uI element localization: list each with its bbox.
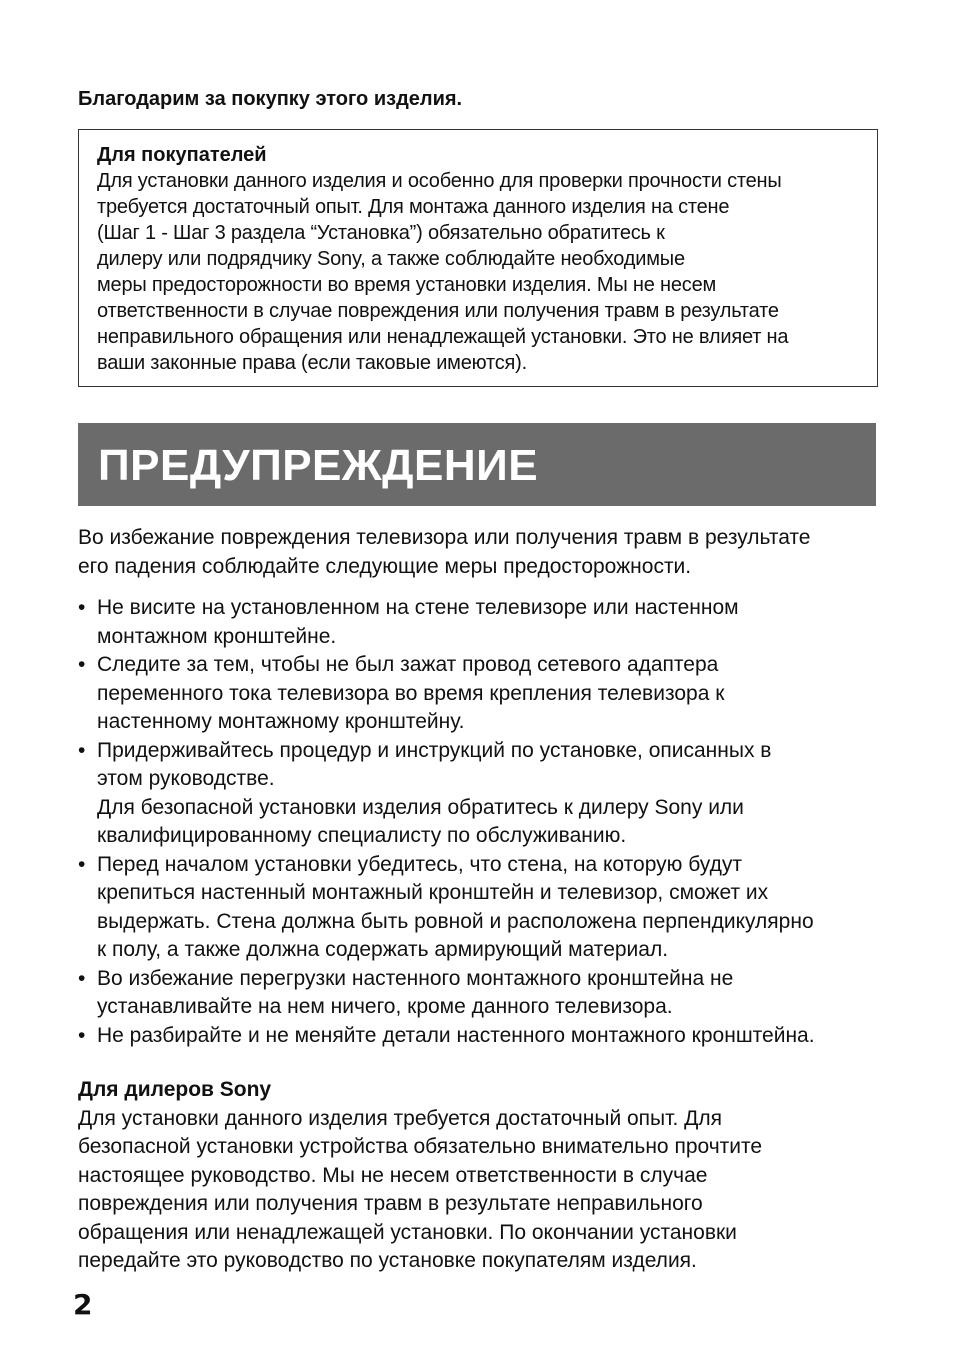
page-number: 2 xyxy=(73,1288,93,1321)
dealers-line: повреждения или получения травм в результате неправильного xyxy=(78,1192,703,1215)
list-item-line: выдержать. Стена должна быть ровной и расположена перпендикулярно xyxy=(97,909,814,933)
intro-line: Во избежание повреждения телевизора или получения травм в результате xyxy=(78,526,811,549)
list-item-line: квалифицированному специалисту по обслуживанию. xyxy=(97,824,627,847)
dealers-line: обращения или ненадлежащей установки. По окончании установки xyxy=(78,1220,737,1244)
list-item xyxy=(78,651,815,737)
dealers-section xyxy=(78,1076,762,1276)
list-item-line: к полу, а также должна содержать армирующий материал. xyxy=(97,938,669,961)
buyers-notice-line: Для установки данного изделия и особенно для проверки прочности стены xyxy=(97,170,782,192)
intro-line: его падения соблюдайте следующие меры предосторожности. xyxy=(78,554,692,578)
buyers-notice-line: неправильного обращения или ненадлежащей установки. Это не влияет на xyxy=(97,326,789,348)
list-item-line: Перед началом установки убедитесь, что стена, на которую будут xyxy=(97,852,742,876)
list-item-line: Во избежание перегрузки настенного монтажного кронштейна не xyxy=(97,966,734,990)
list-item xyxy=(78,851,815,965)
buyers-notice-line: дилеру или подрядчику Sony, а также соблюдайте необходимые xyxy=(97,248,685,270)
list-item xyxy=(78,1022,815,1051)
list-item xyxy=(78,965,815,1022)
list-item-line: этом руководстве. xyxy=(97,767,275,790)
bullet-icon: • xyxy=(78,738,86,762)
list-item-line: крепиться настенный монтажный кронштейн и телевизор, сможет их xyxy=(97,881,769,904)
buyers-notice-title: Для покупателей xyxy=(97,144,267,166)
list-item-line: Для безопасной установки изделия обратитесь к дилеру Sony или xyxy=(97,795,744,819)
list-item-line: настенному монтажному кронштейну. xyxy=(97,710,465,733)
list-item-line: Придерживайтесь процедур и инструкций по установке, описанных в xyxy=(97,738,772,762)
bullet-icon: • xyxy=(78,852,86,876)
precautions-list xyxy=(78,594,815,1050)
buyers-notice-text xyxy=(97,168,859,376)
bullet-icon: • xyxy=(78,653,86,676)
dealers-line: безопасной установки устройства обязательно внимательно прочтите xyxy=(78,1135,763,1158)
list-item xyxy=(78,594,815,651)
list-item-line: Не разбирайте и не меняйте детали настенного монтажного кронштейна. xyxy=(97,1023,815,1047)
buyers-notice-line: ответственности в случае повреждения или получения травм в результате xyxy=(97,300,779,322)
buyers-notice-line: ваши законные права (если таковые имеются). xyxy=(97,352,527,374)
buyers-notice-line: меры предосторожности во время установки изделия. Мы не несем xyxy=(97,274,717,296)
bullet-icon: • xyxy=(78,1023,86,1047)
dealers-line: передайте это руководство по установке покупателям изделия. xyxy=(78,1249,697,1272)
dealers-line: настоящее руководство. Мы не несем ответственности в случае xyxy=(78,1163,708,1187)
warning-banner xyxy=(78,423,876,506)
list-item-line: Не висите на установленном на стене телевизоре или настенном xyxy=(97,596,739,619)
list-item-line: устанавливайте на нем ничего, кроме данного телевизора. xyxy=(97,995,673,1018)
bullet-icon: • xyxy=(78,596,86,619)
thanks-heading: Благодарим за покупку этого изделия. xyxy=(78,88,463,110)
buyers-notice-box xyxy=(78,129,878,387)
warning-title: ПРЕДУПРЕЖДЕНИЕ xyxy=(98,441,539,490)
list-item-line: монтажном кронштейне. xyxy=(97,624,337,648)
list-item-line: Следите за тем, чтобы не был зажат провод сетевого адаптера xyxy=(97,653,719,676)
list-item-line: переменного тока телевизора во время крепления телевизора к xyxy=(97,681,725,705)
buyers-notice-line: (Шаг 1 - Шаг 3 раздела “Установка”) обязательно обратитесь к xyxy=(97,222,665,244)
buyers-notice-line: требуется достаточный опыт. Для монтажа данного изделия на стене xyxy=(97,196,730,218)
dealers-line: Для установки данного изделия требуется достаточный опыт. Для xyxy=(78,1106,722,1130)
dealers-title: Для дилеров Sony xyxy=(78,1078,272,1101)
warning-intro xyxy=(78,524,811,581)
list-item xyxy=(78,737,815,851)
bullet-icon: • xyxy=(78,966,86,990)
